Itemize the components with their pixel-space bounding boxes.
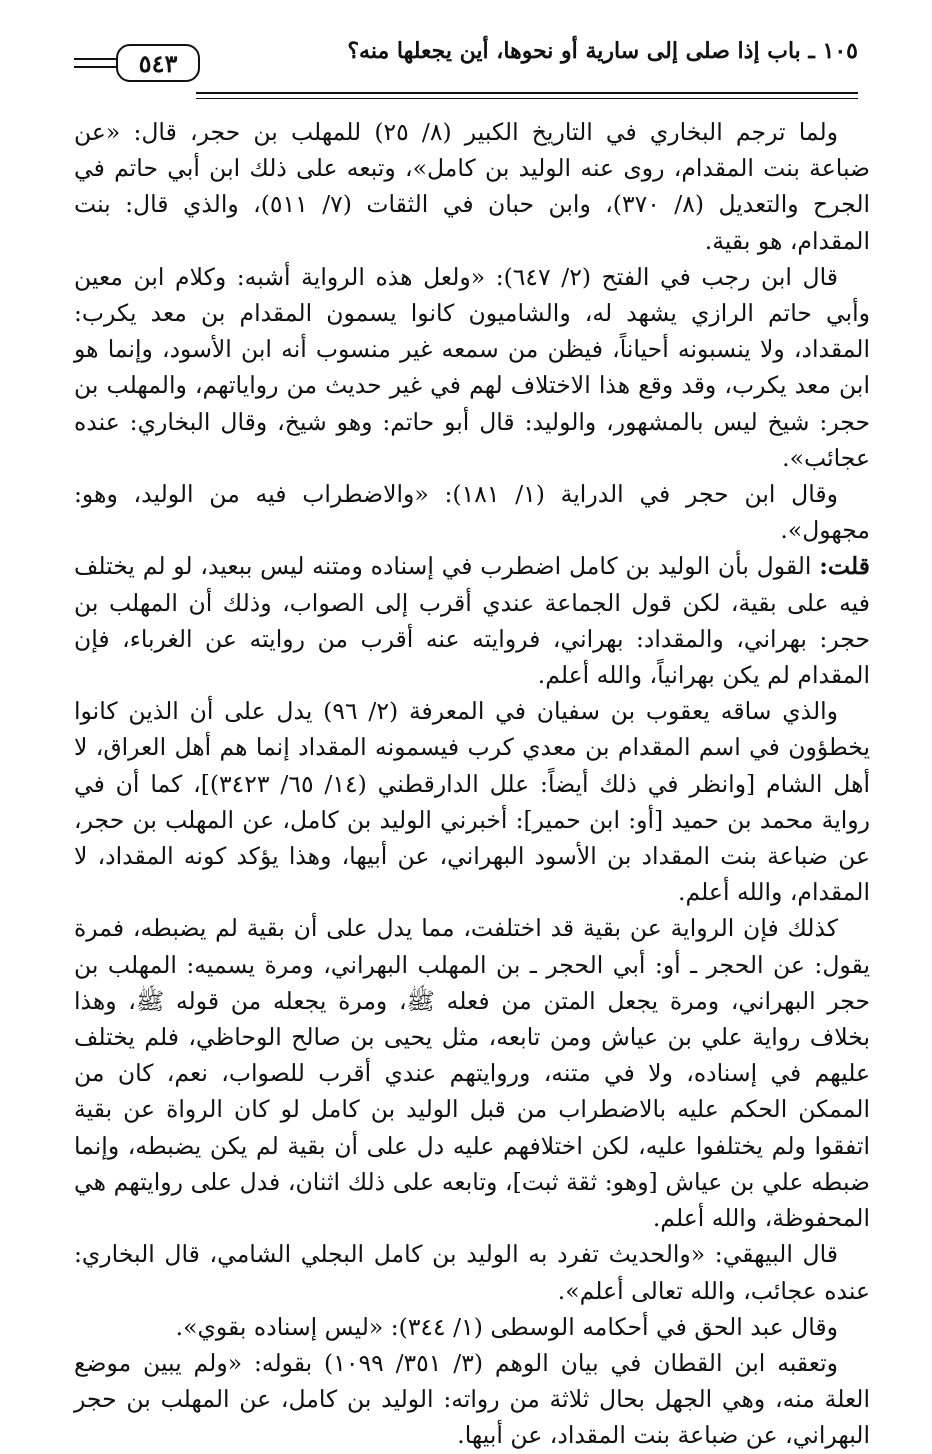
paragraph-text: كذلك فإن الرواية عن بقية قد اختلفت، مما يدل على أن بقية لم يضبطه، فمرة يقول: عن الحجر ـ أو: أبي الحجر ـ بن المهلب البهراني، ومرة يسميه: المهلب بن حجر البهراني، ومرة يجعل المتن من فعله ﷺ، ومرة يجعله من قوله ﷺ، وهذا بخلاف رواية علي بن عياش ومن تابعه، مثل يحيى بن صالح الوحاظي، فلم يختلف عليهم في إسناده، ولا في متنه، وروايتهم عندي أقرب للصواب، نعم، كان من الممكن الحكم عليه بالاضطراب من قبل الوليد بن كامل لو كان الرواة عن بقية اتفقوا ولم يختلفوا عليه، لكن اختلافهم عليه دل على أن بقية لم يكن يضبطه، وإنما ضبطه علي بن عياش [وهو: ثقة ثبت]، وتابعه على ذلك اثنان، فدل على روايتهم هي المحفوظة، والله أعلم. xyxy=(74,914,870,1233)
paragraph-text: ولما ترجم البخاري في التاريخ الكبير (٨/ ٢٥) للمهلب بن حجر، قال: «عن ضباعة بنت المقدام، روى عنه الوليد بن كامل»، وتبعه على ذلك ابن أبي حاتم في الجرح والتعديل (٨/ ٣٧٠)، وابن حبان في الثقات (٧/ ٥١١)، والذي قال: بنت المقدام، هو بقية. xyxy=(74,118,871,255)
header-rule-right xyxy=(196,92,858,99)
paragraph xyxy=(74,1236,870,1308)
paragraph-text: وقال ابن حجر في الدراية (١/ ١٨١): «والاضطراب فيه من الوليد، وهو: مجهول». xyxy=(74,480,870,545)
paragraph-text: القول بأن الوليد بن كامل اضطرب في إسناده ومتنه ليس ببعيد، لو لم يختلف فيه على بقية، لكن قول الجماعة عندي أقرب إلى الصواب، وذلك أن المهلب بن حجر: بهراني، والمقداد: بهراني، فروايته عنه أقرب من روايته عن الغرباء، فإن المقدام لم يكن بهرانياً، والله أعلم. xyxy=(74,552,870,690)
paragraph-lead: قلت: xyxy=(819,552,870,581)
header-rule-left xyxy=(74,58,118,68)
paragraph xyxy=(74,548,870,693)
paragraph-text: قال البيهقي: «والحديث تفرد به الوليد بن كامل البجلي الشامي، قال البخاري: عنده عجائب، والله تعالى أعلم». xyxy=(74,1240,870,1305)
paragraph xyxy=(74,259,870,476)
paragraph xyxy=(74,1345,870,1454)
paragraph xyxy=(74,476,870,548)
paragraph-text: وقال عبد الحق في أحكامه الوسطى (١/ ٣٤٤): «ليس إسناده بقوي». xyxy=(175,1312,838,1341)
paragraph xyxy=(74,114,870,259)
page-header xyxy=(74,36,858,96)
paragraph-text: وتعقبه ابن القطان في بيان الوهم (٣/ ٣٥١/ ١٠٩٩) بقوله: «ولم يبين موضع العلة منه، وهي الجهل بحال ثلاثة من رواته: الوليد بن كامل، عن المهلب بن حجر البهراني، عن ضباعة بنت المقداد، عن أبيها. xyxy=(74,1348,870,1450)
paragraph xyxy=(74,910,870,1236)
running-title: ١٠٥ ـ باب إذا صلى إلى سارية أو نحوها، أين يجعلها منه؟ xyxy=(347,38,858,64)
page-number: ٥٤٣ xyxy=(116,44,200,82)
page-body xyxy=(74,114,870,1454)
paragraph xyxy=(74,693,870,910)
paragraph xyxy=(74,1309,870,1345)
paragraph-text: والذي ساقه يعقوب بن سفيان في المعرفة (٢/ ٩٦) يدل على أن الذين كانوا يخطؤون في اسم المقدام بن معدي كرب فيسمونه المقداد إنما هم أهل العراق، لا أهل الشام [وانظر في ذلك أيضاً: علل الدارقطني (١٤/ ٦٥/ ٣٤٢٣)]، كما أن في رواية محمد بن حميد [أو: ابن حمير]: أخبرني الوليد بن كامل، عن المهلب بن حجر، عن ضباعة بنت المقداد بن الأسود البهراني، عن أبيها، وهذا يؤكد كونه المقداد، لا المقدام، والله أعلم. xyxy=(74,697,871,907)
paragraph-text: قال ابن رجب في الفتح (٢/ ٦٤٧): «ولعل هذه الرواية أشبه: وكلام ابن معين وأبي حاتم الرازي يشهد له، والشاميون كانوا يسمون المقدام بن معد يكرب: المقداد، ولا ينسبونه أحياناً، فيظن من سمعه غير منسوب أنه ابن الأسود، وإنما هو ابن معد يكرب، وقد وقع هذا الاختلاف لهم في غير حديث من رواياتهم، والمهلب بن حجر: شيخ ليس بالمشهور، والوليد: قال أبو حاتم: وهو شيخ، وقال البخاري: عنده عجائب». xyxy=(74,262,870,472)
